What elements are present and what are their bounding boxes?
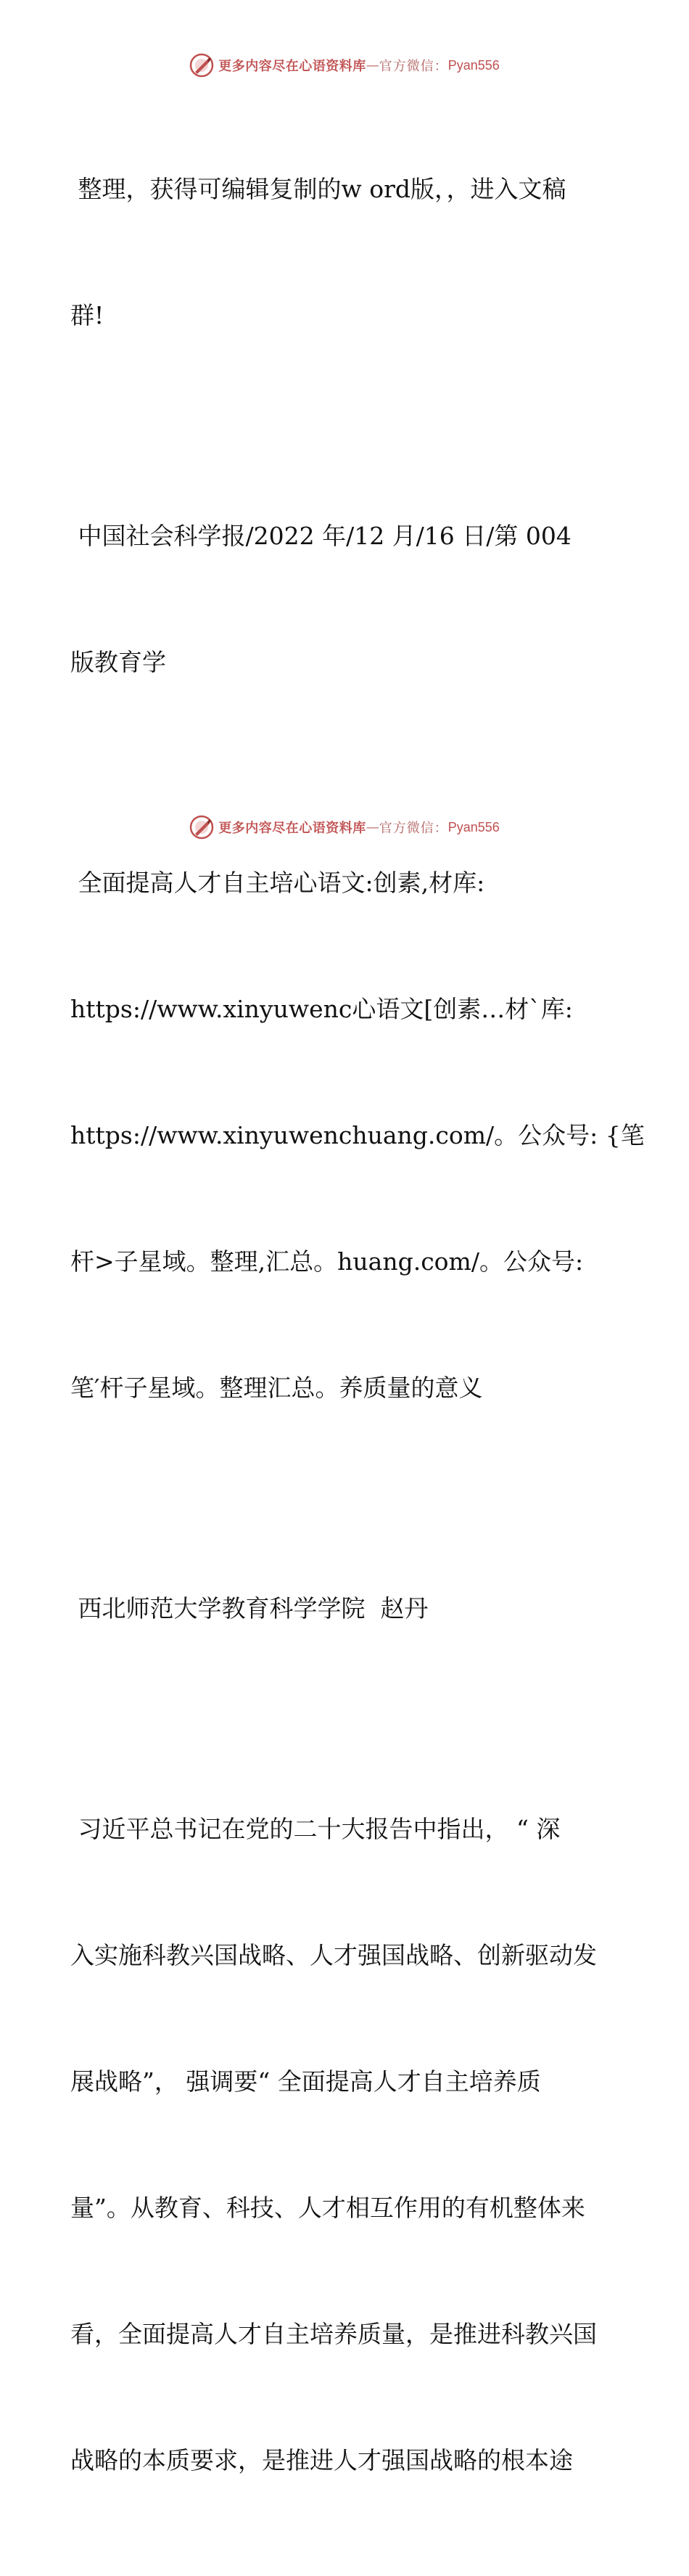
paragraph-intro xyxy=(70,84,622,421)
watermark-separator: — xyxy=(366,819,379,835)
text-line: 笔′杆子星域。整理汇总。养质量的意义 xyxy=(70,1374,483,1402)
text-line: 看，全面提高人才自主培养质量，是推进科教兴国 xyxy=(70,2320,597,2348)
watermark-separator: — xyxy=(366,57,379,73)
text-line: 战略的本质要求，是推进人才强国战略的根本途 xyxy=(70,2446,573,2474)
text-line: 量”。从教育、科技、人才相互作用的有机整体来 xyxy=(70,2194,585,2222)
text-line: 中国社会科学报/2022 年/12 月/16 日/第 004 xyxy=(70,522,572,550)
paragraph-title xyxy=(70,778,645,1493)
text-line: 入实施科教兴国战略、人才强国战略、创新驱动发 xyxy=(70,1941,597,1969)
text-line: 习近平总书记在党的二十大报告中指出， “ 深 xyxy=(70,1815,561,1843)
text-line: https://www.xinyuwenchuang.com/。公众号: {笔 xyxy=(70,1121,645,1149)
text-line: 西北师范大学教育科学学院 赵丹 xyxy=(70,1594,429,1623)
watermark-wechat-label: 官方微信： xyxy=(379,821,448,836)
watermark-wechat-id: Pyan556 xyxy=(447,57,500,73)
paragraph-author xyxy=(70,1504,622,1714)
text-line: 整理，获得可编辑复制的w ord版，，进入文稿 xyxy=(70,175,566,203)
footer-watermark xyxy=(0,811,689,843)
watermark-wechat-id: Pyan556 xyxy=(447,819,500,834)
text-line: 杆>子星域。整理,汇总。huang.com/。公众号: xyxy=(70,1247,584,1276)
text-line: 展战略”， 强调要“ 全面提高人才自主培养质 xyxy=(70,2067,541,2096)
text-line: 群! xyxy=(70,301,104,329)
text-line: 全面提高人才自主培心语文:创素,材库: xyxy=(70,869,485,897)
paragraph-source xyxy=(70,431,622,768)
paragraph-body xyxy=(70,1724,622,2566)
watermark-text: 更多内容尽在心语资料库 xyxy=(218,59,366,74)
text-line: 版教育学 xyxy=(70,648,166,676)
header-watermark xyxy=(0,49,689,81)
pen-logo-icon xyxy=(189,53,214,78)
watermark-text: 更多内容尽在心语资料库 xyxy=(218,821,366,836)
watermark-wechat-label: 官方微信： xyxy=(379,59,448,74)
document-body xyxy=(70,84,645,2576)
pen-logo-icon xyxy=(189,815,214,840)
text-line: https://www.xinyuwenc心语文[创素…材`库: xyxy=(70,995,573,1023)
